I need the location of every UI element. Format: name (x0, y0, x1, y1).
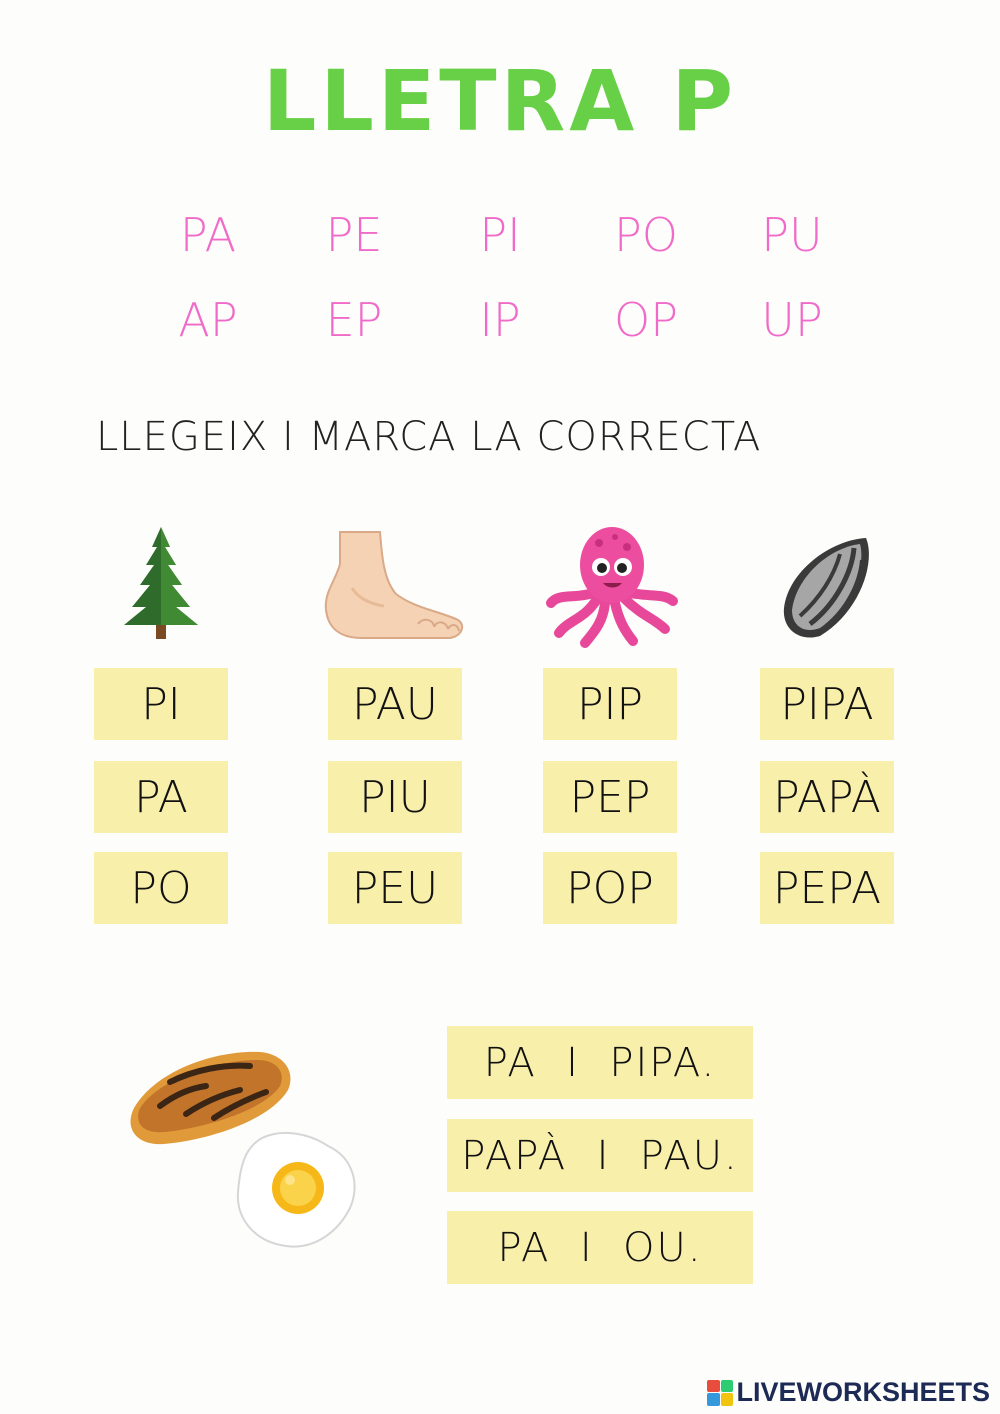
sunflower-seed-icon (780, 532, 875, 642)
word-option[interactable]: PAPÀ (760, 761, 894, 833)
liveworksheets-brand[interactable] (707, 1377, 990, 1408)
syllable: UP (761, 293, 823, 347)
syllable: PU (761, 208, 823, 262)
syllable: PI (479, 208, 521, 262)
brand-name: LIVEWORKSHEETS (736, 1377, 990, 1407)
syllable-row-2 (135, 293, 865, 347)
word-option[interactable]: PI (94, 668, 228, 740)
syllable: PE (325, 208, 383, 262)
syllable: PA (179, 208, 237, 262)
syllable-row-1 (135, 208, 865, 262)
word-option[interactable]: PAU (328, 668, 462, 740)
sentence-box[interactable]: PA I PIPA. (447, 1026, 753, 1099)
syllable: IP (479, 293, 521, 347)
word-option[interactable]: PEPA (760, 852, 894, 924)
syllable: OP (614, 293, 678, 347)
sentence-box[interactable]: PAPÀ I PAU. (447, 1119, 753, 1192)
syllable: AP (178, 293, 238, 347)
octopus-icon (545, 523, 680, 648)
word-option[interactable]: PIP (543, 668, 677, 740)
word-option[interactable]: PA (94, 761, 228, 833)
word-option[interactable]: PO (94, 852, 228, 924)
syllable: PO (614, 208, 678, 262)
word-option[interactable]: PEU (328, 852, 462, 924)
sentence-box[interactable]: PA I OU. (447, 1211, 753, 1284)
word-option[interactable]: PEP (543, 761, 677, 833)
word-option[interactable]: POP (543, 852, 677, 924)
liveworksheets-logo-icon (707, 1380, 733, 1406)
instruction-text: LLEGEIX I MARCA LA CORRECTA (96, 414, 762, 460)
word-option[interactable]: PIPA (760, 668, 894, 740)
page-title: LLETRA P (262, 52, 738, 150)
foot-icon (322, 528, 467, 643)
syllable: EP (325, 293, 383, 347)
word-option[interactable]: PIU (328, 761, 462, 833)
fried-egg-icon (232, 1128, 362, 1253)
pine-tree-icon (118, 525, 204, 640)
